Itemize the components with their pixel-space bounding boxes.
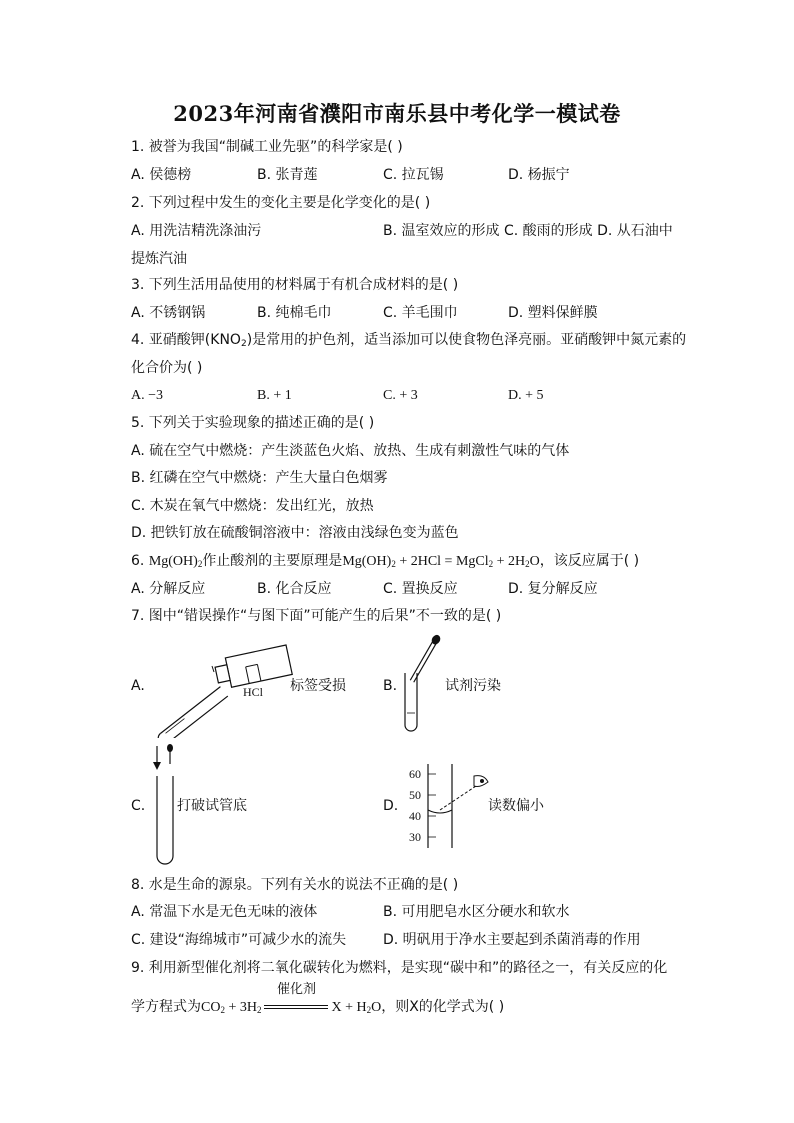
- q7-option-b-label: 试剂污染: [445, 678, 501, 694]
- q6-stem-post: ，该反应属于( ): [539, 553, 640, 569]
- dropper-test-tube-diagram: [398, 633, 448, 738]
- q5-option-c: C. 木炭在氧气中燃烧：发出红光，放热: [131, 498, 374, 514]
- q7-option-a-label: 标签受损: [290, 678, 346, 694]
- catalyst-label: 催化剂: [276, 982, 316, 997]
- question-3-stem: 3. 下列生活用品使用的材料属于有机合成材料的是( ): [131, 277, 459, 293]
- q7-option-d-label: 读数偏小: [488, 798, 544, 814]
- cylinder-tick-40: 40: [409, 809, 421, 823]
- q8-option-d: D. 明矾用于净水主要起到杀菌消毒的作用: [383, 932, 641, 948]
- question-5-stem: 5. 下列关于实验现象的描述正确的是( ): [131, 415, 375, 431]
- q2-option-a: A. 用洗洁精洗涤油污: [131, 223, 262, 239]
- question-1-stem: 1. 被誉为我国“制碱工业先驱”的科学家是( ): [131, 139, 403, 155]
- hcl-bottle-label: HCl: [243, 685, 264, 699]
- q5-option-a: A. 硫在空气中燃烧：产生淡蓝色火焰、放热、生成有刺激性气味的气体: [131, 443, 570, 459]
- cylinder-tick-30: 30: [409, 830, 421, 844]
- q1-option-a: A. 侯德榜: [131, 167, 192, 183]
- question-7-stem: 7. 图中“错误操作“与图下面”可能产生的后果”不一致的是( ): [131, 608, 502, 624]
- q6-equation: $Mg(OH)_2 + 2HCl$ = MgCl$_2$ + $2H_2O$: [342, 554, 540, 569]
- q3-option-d: D. 塑料保鲜膜: [508, 305, 598, 321]
- q5-option-d: D. 把铁钉放在硫酸铜溶液中：溶液由浅绿色变为蓝色: [131, 525, 459, 541]
- question-6-stem: [131, 552, 639, 571]
- q4-stem-part2: )是常用的护色剂，适当添加可以使食物色泽亮丽。亚硝酸钾中氮元素的: [246, 332, 687, 348]
- q7-option-c-letter: C.: [131, 798, 146, 814]
- q9-products: $X + H_2O$: [331, 1000, 382, 1015]
- q6-number: 6.: [131, 553, 149, 569]
- q3-option-b: B. 纯棉毛巾: [257, 305, 332, 321]
- q8-option-a: A. 常温下水是无色无味的液体: [131, 904, 318, 920]
- q1-option-d: D. 杨振宁: [508, 167, 570, 183]
- question-2-stem: 2. 下列过程中发生的变化主要是化学变化的是( ): [131, 195, 431, 211]
- q8-option-b: B. 可用肥皂水区分硬水和软水: [383, 904, 570, 920]
- q2-option-d-cont: 提炼汽油: [131, 251, 187, 267]
- page-title: 2023年河南省濮阳市南乐县中考化学一模试卷: [173, 101, 621, 126]
- q6-option-a: A. 分解反应: [131, 581, 206, 597]
- q7-option-a-letter: A.: [131, 678, 145, 694]
- q6-option-b: B. 化合反应: [257, 581, 332, 597]
- q8-option-c: C. 建设“海绵城市”可减少水的流失: [131, 932, 347, 948]
- question-8-stem: 8. 水是生命的源泉。下列有关水的说法不正确的是( ): [131, 877, 459, 893]
- q1-option-c: C. 拉瓦锡: [383, 167, 444, 183]
- q5-option-b: B. 红磷在空气中燃烧：产生大量白色烟雾: [131, 470, 388, 486]
- q4-option-c: C. + 3: [383, 388, 418, 403]
- question-4-stem: [131, 331, 686, 349]
- q7-option-c-label: 打破试管底: [177, 798, 247, 814]
- q1-option-b: B. 张青莲: [257, 167, 318, 183]
- q3-option-a: A. 不锈钢锅: [131, 305, 206, 321]
- q9-line2-prefix: 学方程式为: [131, 999, 201, 1015]
- q4-stem-subscript: 2: [240, 339, 247, 349]
- question-9-stem: 9. 利用新型催化剂将二氧化碳转化为燃料，是实现“碳中和”的路径之一，有关反应的化: [131, 960, 668, 976]
- q9-catalyst-arrow: [264, 982, 328, 1016]
- q9-line2-suffix: ，则X的化学式为( ): [381, 999, 505, 1015]
- q7-option-d-letter: D.: [383, 798, 399, 814]
- q6-stem-mid: 作止酸剂的主要原理是: [202, 553, 343, 569]
- q6-option-c: C. 置换反应: [383, 581, 458, 597]
- q4-stem-part1: 4. 亚硝酸钾(KNO: [131, 332, 241, 348]
- q3-option-c: C. 羊毛围巾: [383, 305, 458, 321]
- q9-reactants: $CO_2 + 3H_2$: [201, 1000, 262, 1015]
- q6-formula-mgoh2: $Mg(OH)_2$: [148, 554, 203, 569]
- q4-option-a: A. −3: [131, 388, 164, 403]
- q2-options-bcd: B. 温室效应的形成 C. 酸雨的形成 D. 从石油中: [383, 223, 673, 239]
- q4-option-b: B. + 1: [257, 388, 292, 403]
- q6-option-d: D. 复分解反应: [508, 581, 598, 597]
- cylinder-tick-50: 50: [409, 788, 421, 802]
- cylinder-tick-60: 60: [409, 767, 421, 781]
- q4-stem-line2: 化合价为( ): [131, 360, 203, 376]
- q7-option-b-letter: B.: [383, 678, 398, 694]
- q4-option-d: D. + 5: [508, 388, 544, 403]
- q9-equation-line: [131, 982, 505, 1017]
- pouring-bottle-diagram: [150, 638, 300, 738]
